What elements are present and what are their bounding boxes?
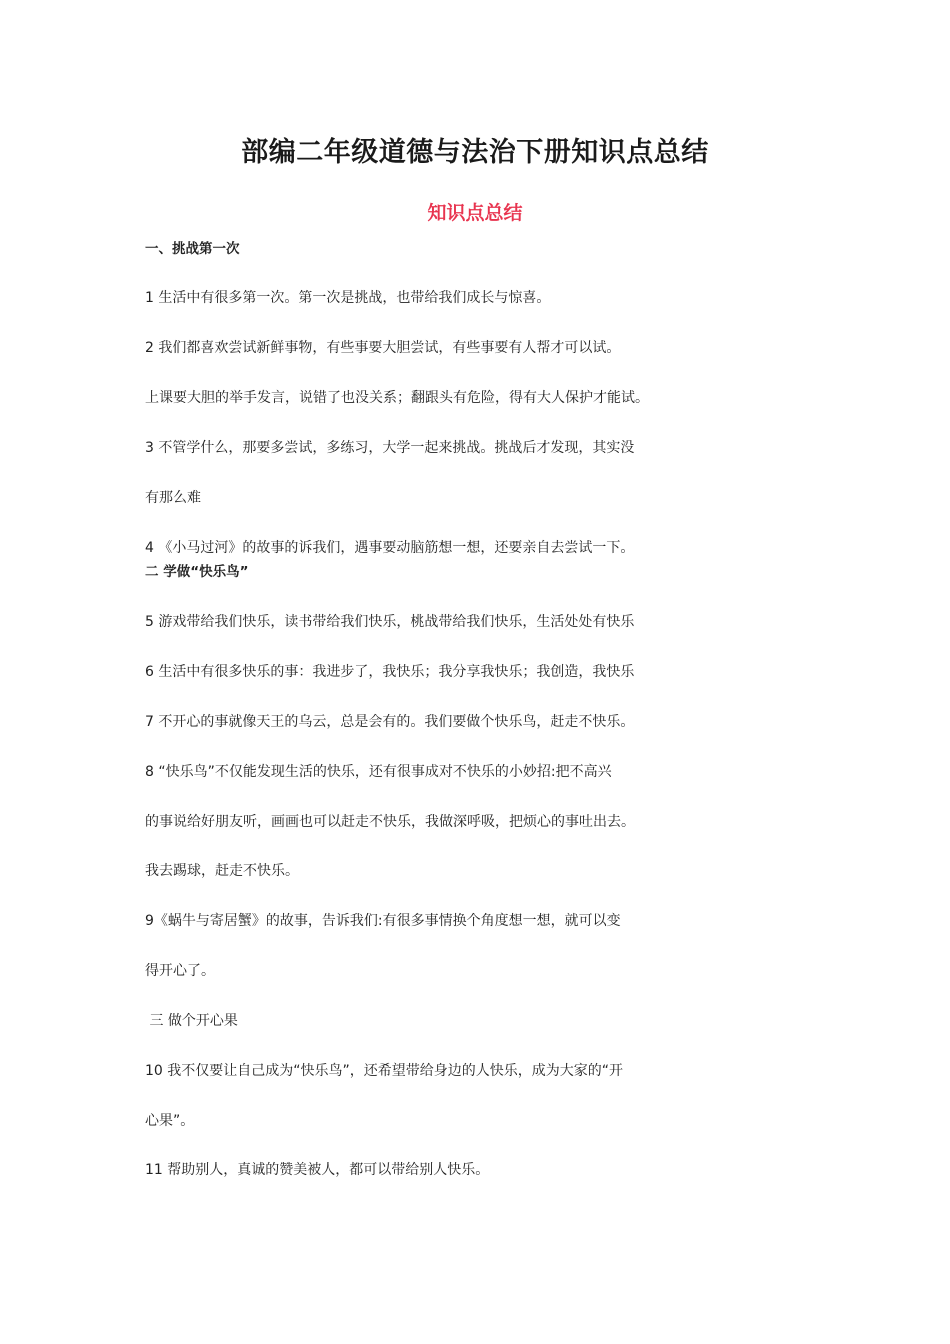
paragraph-line: 8 “快乐鸟”不仅能发现生活的快乐，还有很事成对不快乐的小妙招:把不高兴 <box>145 764 612 780</box>
paragraph-line: 9《蜗牛与寄居蟹》的故事，告诉我们:有很多事情换个角度想一想，就可以变 <box>145 913 621 929</box>
paragraph-line: 有那么难 <box>145 490 201 506</box>
paragraph-line: 11 帮助别人，真诚的赞美被人，都可以带给别人快乐。 <box>145 1162 490 1178</box>
paragraph-line: 的事说给好朋友听，画画也可以赶走不快乐，我做深呼吸，把烦心的事吐出去。 <box>145 814 635 830</box>
paragraph-line: 10 我不仅要让自己成为“快乐鸟”，还希望带给身边的人快乐，成为大家的“开 <box>145 1063 624 1079</box>
section-heading: 一、挑战第一次 <box>145 241 240 257</box>
document-title: 部编二年级道德与法治下册知识点总结 <box>241 137 709 168</box>
paragraph-line: 上课要大胆的举手发言，说错了也没关系；翻跟头有危险，得有大人保护才能试。 <box>145 390 649 406</box>
paragraph-line: 2 我们都喜欢尝试新鲜事物，有些事要大胆尝试，有些事要有人帮才可以试。 <box>145 340 621 356</box>
paragraph-line: 心果”。 <box>145 1113 195 1129</box>
paragraph-line: 6 生活中有很多快乐的事：我进步了，我快乐；我分享我快乐；我创造，我快乐 <box>145 664 635 680</box>
paragraph-line: 3 不管学什么，那要多尝试，多练习，大学一起来挑战。挑战后才发现，其实没 <box>145 440 635 456</box>
paragraph-line: 4 《小马过河》的故事的诉我们，遇事要动脑筋想一想，还要亲自去尝试一下。 <box>145 540 635 556</box>
paragraph-line: 5 游戏带给我们快乐，读书带给我们快乐，桃战带给我们快乐，生活处处有快乐 <box>145 614 635 630</box>
document-subtitle: 知识点总结 <box>427 202 523 224</box>
section-heading: 三 做个开心果 <box>145 1013 238 1029</box>
paragraph-line: 7 不开心的事就像天王的乌云，总是会有的。我们要做个快乐鸟，赶走不快乐。 <box>145 714 635 730</box>
paragraph-line: 得开心了。 <box>145 963 215 979</box>
section-heading: 二 学做“快乐鸟” <box>145 564 249 580</box>
paragraph-line: 1 生活中有很多第一次。第一次是挑战，也带给我们成长与惊喜。 <box>145 290 551 306</box>
paragraph-line: 我去踢球，赶走不快乐。 <box>145 863 299 879</box>
